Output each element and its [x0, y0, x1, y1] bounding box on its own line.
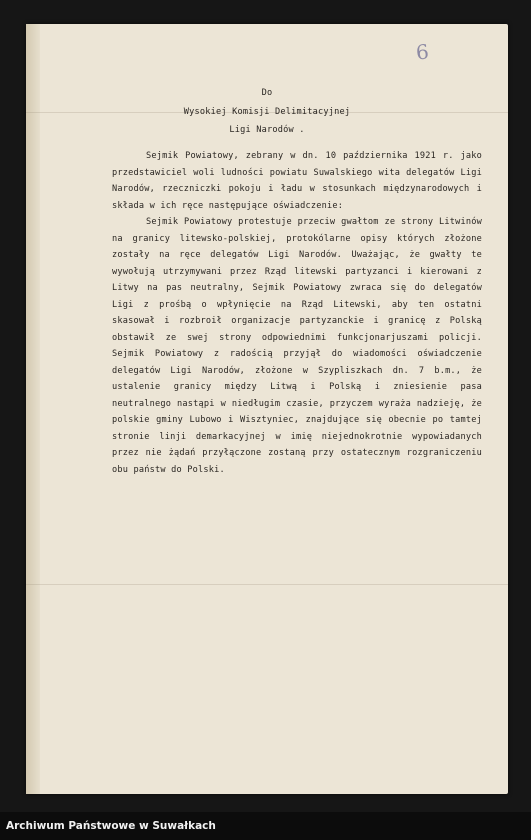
- paragraph-protest: Sejmik Powiatowy protestuje przeciw gwałtom ze strony Litwinów na granicy litewsko-polskiej, protokólarne opisy których złożone zostały na ręce delegatów Ligi Narodów. Uważając, że gwałty te wywołują utrzymywani przez Rząd litewski partyzanci i kierowani z Litwy na pas neutralny, Sejmik Powiatowy zwraca się do delegatów Ligi z prośbą o wpłynięcie na Rząd Litewski, aby ten ostatni skasował i rozbroił organizacje partyzanckie i granicę z Polską obstawił ze swej strony odpowiednimi funkcjonarjuszami policji. Sejmik Powiatowy z radością przyjął do wiadomości oświadczenie delegatów Ligi Narodów, złożone w Szypliszkach dn. 7 b.m., że ustalenie granicy między Litwą i Polską i zniesienie pasa neutralnego nastąpi w niedługim czasie, przyczem wyraża nadzieję, że polskie gminy Lubowo i Wisztyniec, znajdujące się obecnie po tamtej stronie linji demarkacyjnej w imię niejednokrotnie wypowiadanych przez nie żądań przyłączone zostaną przy ostatecznym rozgraniczeniu obu państw do Polski.: [112, 217, 482, 475]
- paper-crease: [26, 584, 508, 585]
- paragraph-greeting: Sejmik Powiatowy, zebrany w dn. 10 października 1921 r. jako przedstawiciel woli ludności powiatu Suwalskiego wita delegatów Ligi Narodów, rzeczniczki pokoju i ładu w stosunkach międzynarodowych i składa w ich ręce następujące oświadczenie:: [112, 151, 482, 211]
- document-body: [112, 148, 482, 478]
- addressee-line: Ligi Narodów .: [229, 125, 305, 135]
- addressee-line: Wysokiej Komisji Delimitacyjnej: [183, 107, 351, 117]
- addressee-line: Do: [261, 88, 273, 98]
- archive-footer: [0, 812, 531, 840]
- page-number: 6: [414, 39, 430, 65]
- archive-name: Archiwum Państwowe w Suwałkach: [6, 820, 216, 832]
